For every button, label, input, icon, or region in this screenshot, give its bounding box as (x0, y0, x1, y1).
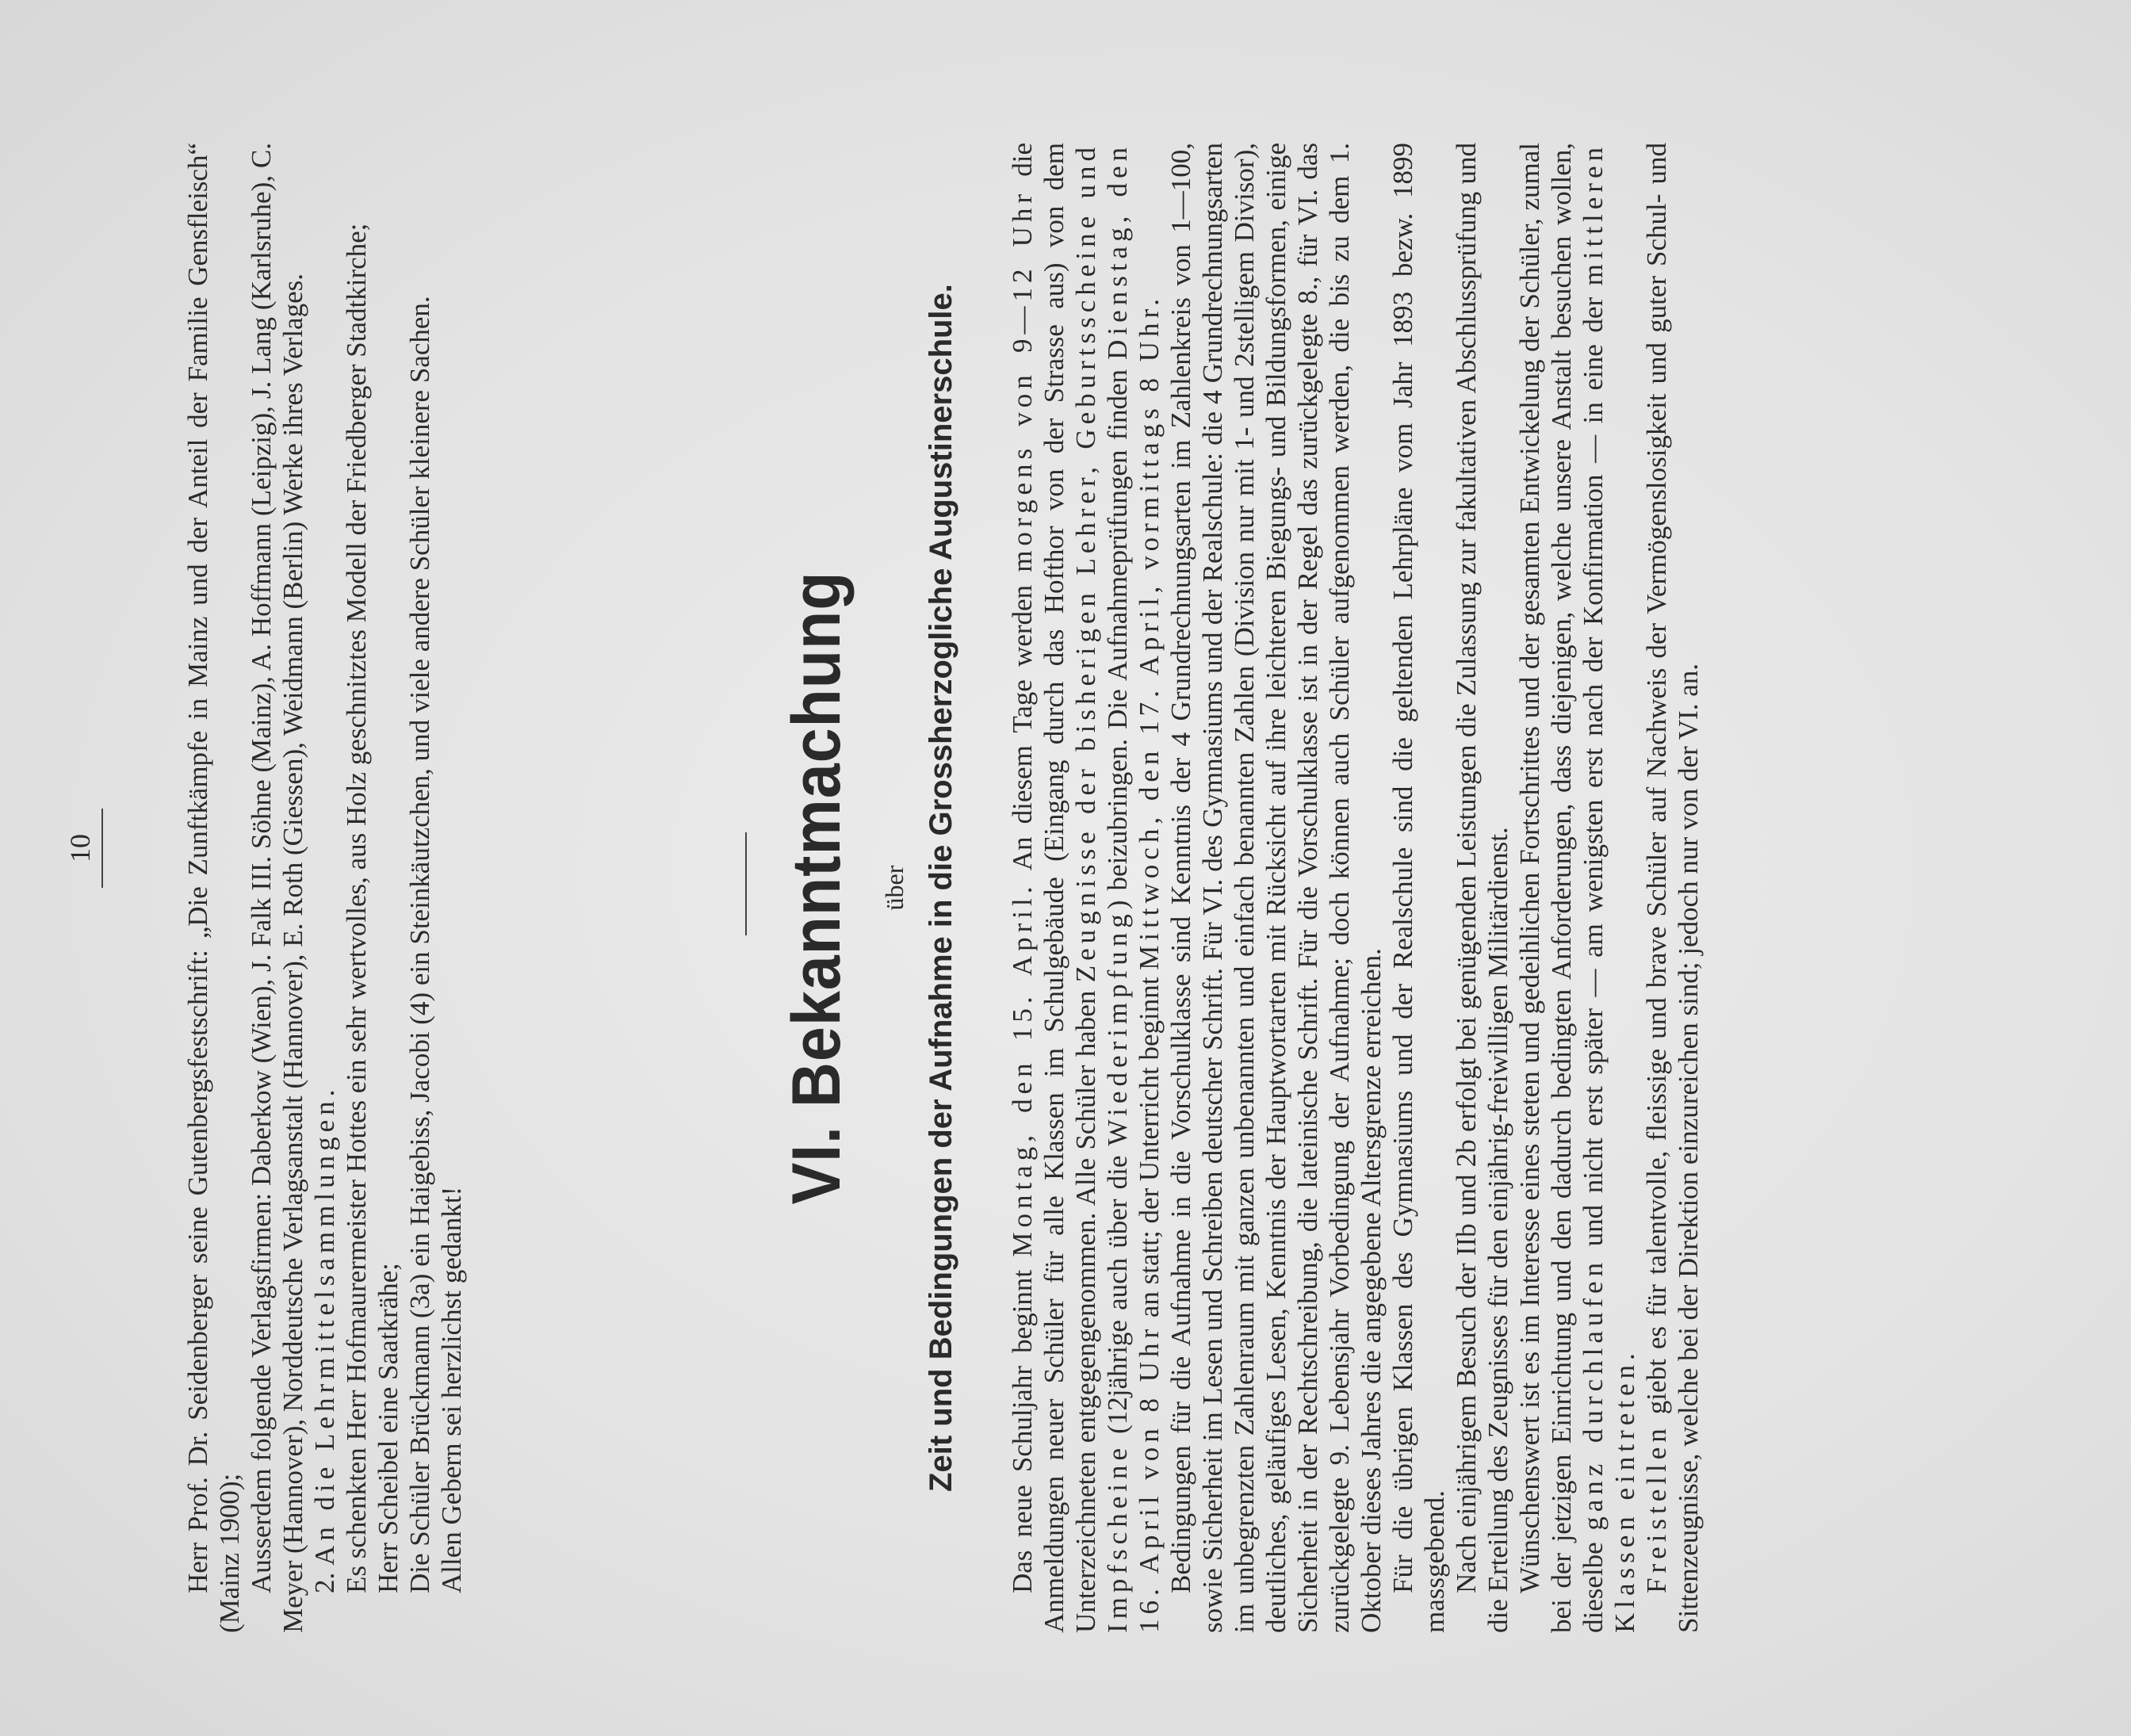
donation-paragraph-6: Die Schüler Brückmann (3a) ein Haigebiss, Jacobi (4) ein Steinkäutzchen, und viele andere Schüler kleinere Sachen. (404, 296, 435, 1593)
collections-title: An die Lehrmittelsammlungen. (309, 1084, 340, 1566)
date-spaced: Montag, den 15. April. (1007, 881, 1038, 1257)
emphasis-spaced: mittleren Klassen eintreten. (1578, 143, 1640, 1633)
donation-paragraph-1: Herr Prof. Dr. Seidenberger seine Gutenbergsfestschrift: „Die Zunftkämpfe in Mainz und der Anteil der Familie Gensfleisch“ (Mainz 1900); (182, 143, 245, 1633)
section-heading: VI. Bekanntmachung (779, 571, 855, 1205)
body-paragraph-3: Für die übrigen Klassen des Gymnasiums und der Realschule sind die geltenden Lehrpläne vom Jahr 1893 bezw. 1899 massgebend. (1387, 143, 1450, 1633)
emphasis-spaced: ganz durchlaufen (1578, 1257, 1609, 1531)
text-run: die Anmeldungen neuer Schüler für alle Klassen im Schulgebäude (Eingang durch das Hofthor von der Strasse aus) von dem Unterzeichneten entgegengenommen. Alle Schüler haben (1007, 143, 1101, 1633)
announcement-body (1007, 143, 1704, 1633)
heading-connector: über (880, 865, 909, 911)
reimpfung-spaced: Wiederimpfung (1102, 909, 1133, 1146)
section-divider (745, 832, 747, 935)
page-number: 10 (64, 834, 96, 862)
documents-spaced: Zeugnisse der bisherigen Lehrer, Geburtsscheine und Impfscheine (1070, 142, 1133, 1633)
donation-paragraph-4: Es schenkten Herr Hofmaurermeister Hottes ein sehr wertvolles, aus Holz geschnitztes Modell der Friedberger Stadtkirche; (341, 223, 372, 1593)
section-subheading: Zeit und Bedingungen der Aufnahme in die Grossherzogliche Augustinerschule. (924, 284, 958, 1492)
body-paragraph-1 (1007, 143, 1165, 1633)
text-run: (12jährige auch über die (1102, 1145, 1133, 1444)
body-paragraph-4: Nach einjährigem Besuch der IIb und 2b erfolgt bei genügenden Leistungen die Zulassung zur fakultativen Abschlussprüfung und die Erteilung des Zeugnisses für den einjährig-freiwilligen Militärdienst. (1451, 143, 1513, 1633)
page-number-rule (101, 809, 103, 888)
donation-paragraph-2: Ausserdem folgende Verlagsfirmen: Daberkow (Wien), J. Falk III. Söhne (Mainz), A. Hoffmann (Leipzig), J. Lang (Karlsruhe), C. Meyer (Hannover), Norddeutsche Verlagsanstalt (Hannover), E. Roth (Giessen), Weidmann (Berlin) Werke ihres Verlages. (246, 143, 308, 1633)
text-run: an statt; der Unterricht beginnt (1134, 969, 1165, 1325)
text-run: Wünschenswert ist es im Interesse eines steten und gedeihlichen Fortschrittes und der gesamten Entwickelung der Schüler, zumal bei der jetzigen Einrichtung und den dadurch bedingten Anforderungen, dass diejenigen, welche unsere Anstalt besuchen wollen, dieselbe (1514, 143, 1609, 1633)
text-run: ) beizubringen. Die Aufnahmeprüfungen finden (1102, 359, 1133, 910)
body-paragraph-6 (1641, 143, 1704, 1633)
thanks-line: Allen Gebern sei herzlichst gedankt! (436, 1186, 467, 1593)
body-paragraph-5 (1514, 143, 1641, 1633)
text-run: giebt es für talentvolle, fleissige und brave Schüler auf Nachweis der Vermögenslosigkeit und guter Schul- und Sittenzeugnisse, welche bei der Direktion einzureichen sind; jedoch nur von der VI. an. (1641, 143, 1704, 1633)
collections-number: 2. (309, 1572, 340, 1593)
donation-paragraph-5: Herr Scheibel eine Saatkrähe; (373, 1263, 404, 1593)
text-run: Das neue Schuljahr beginnt (1007, 1256, 1038, 1593)
freistellen-spaced: Freistellen (1641, 1424, 1672, 1593)
body-paragraph-2: Bedingungen für die Aufnahme in die Vorschulklasse sind Kenntnis der 4 Grundrechnungsarten im Zahlenkreis von 1—100, sowie Sicherheit im Lesen und Schreiben deutscher Schrift. Für VI. des Gymnasiums und der Realschule: die 4 Grundrechnungsarten im unbegrenzten Zahlenraum mit ganzen unbenannten und einfach benannten Zahlen (Division nur mit 1- und 2stelligem Divisor), deutliches, geläufiges Lesen, Kenntnis der Hauptwortarten mit Rücksicht auf ihre leichteren Biegungs- und Bildungsformen, einige Sicherheit in der Rechtschreibung, die lateinische Schrift. Für die Vorschulklasse ist in der Regel das zurückgelegte 8., für VI. das zurückgelegte 9. Lebensjahr Vorbedingung der Aufnahme; doch können auch Schüler aufgenommen werden, die bis zu dem 1. Oktober dieses Jahres die angegebene Altersgrenze erreichen. (1165, 143, 1387, 1633)
exam-date-spaced: Dienstag, den 16. April von 8 Uhr (1102, 143, 1165, 1633)
time-spaced: morgens von 9—12 Uhr (1007, 189, 1038, 572)
start-date-spaced: Mittwoch, den 17. April, vormittags 8 Uhr. (1134, 293, 1165, 970)
text-run: An diesem Tage werden (1007, 572, 1038, 882)
collections-heading (309, 143, 341, 1633)
donations-section (182, 143, 468, 1633)
text-run: und nicht erst später — am wenigsten erst nach der Konfirmation — in eine der (1578, 285, 1609, 1258)
